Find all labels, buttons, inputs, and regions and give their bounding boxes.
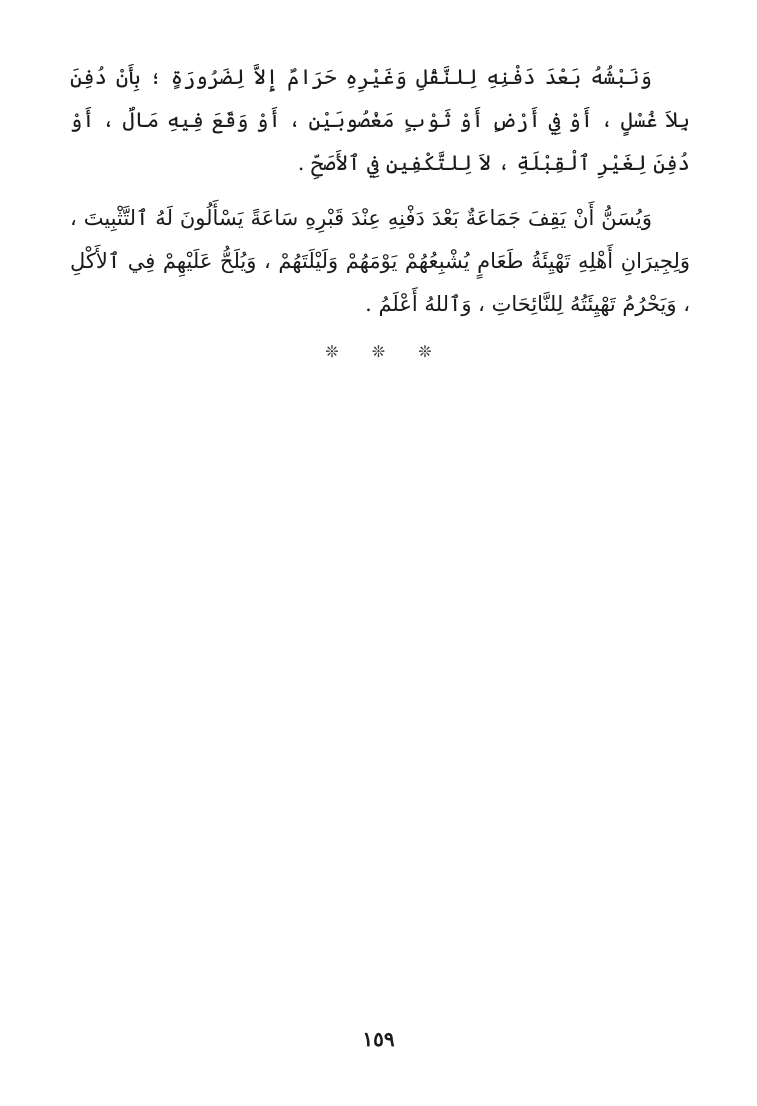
page-number: ١٥٩ [362,1027,395,1051]
section-divider [0,342,757,361]
paragraph-after-burial: وَيُسَنُّ أَنْ يَقِفَ جَمَاعَةٌ بَعْدَ دَفْنِهِ عِنْدَ قَبْرِهِ سَاعَةً يَسْأَلُونَ لَهُ ٱلتَّثْبِيتَ ، وَلِجِيرَانِ أَهْلِهِ تَهْيِئَةُ طَعَامٍ يُشْبِعُهُمْ يَوْمَهُمْ وَلَيْلَتَهُمْ ، وَيُلَحُّ عَلَيْهِمْ فِي ٱلأَكْلِ ، وَيَحْرُمُ تَهْيِئَتُهُ لِلنَّائِحَاتِ ، وَٱللهُ أَعْلَمُ . [70,206,690,316]
main-text [70,56,690,338]
divider-star-icon: ❊ [371,342,386,361]
divider-star-icon: ❊ [418,342,432,361]
paragraph-exhumation: وَنَبْشُهُ بَعْدَ دَفْنِهِ لِلنَّقْلِ وَغَيْرِهِ حَرَامٌ إِلاَّ لِضَرُورَةٍ ؛ بِأَنْ دُفِنَ بِلاَ غُسْلٍ ، أَوْ فِي أَرْضٍ أَوْ ثَوْبٍ مَغْصُوبَيْنِ ، أَوْ وَقَعَ فِيهِ مَالٌ ، أَوْ دُفِنَ لِغَيْرِ ٱلْقِبْلَةِ ، لاَ لِلتَّكْفِينِ فِي ٱلأَصَحِّ . [70,65,690,175]
divider-star-icon: ❊ [325,342,339,361]
